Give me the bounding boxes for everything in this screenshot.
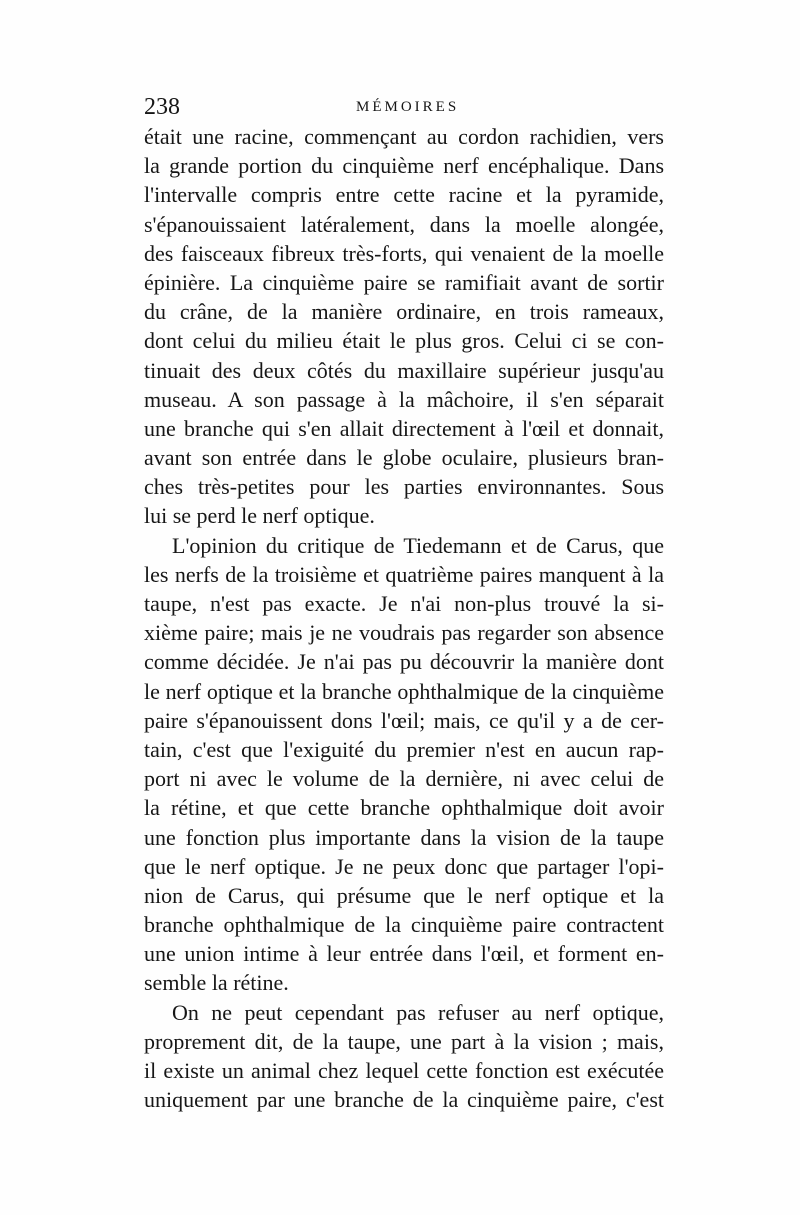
text-line: comme décidée. Je n'ai pas pu découvrir la manière dont (144, 649, 664, 675)
text-line: dont celui du milieu était le plus gros. Celui ci se con- (144, 328, 664, 354)
body-text (144, 122, 664, 1114)
text-line: la rétine, et que cette branche ophthalmique doit avoir (144, 795, 664, 821)
page-number: 238 (144, 94, 180, 120)
text-line: branche ophthalmique de la cinquième paire contractent (144, 912, 664, 938)
text-line: que le nerf optique. Je ne peux donc que partager l'opi- (144, 853, 664, 879)
text-line: une fonction plus importante dans la vision de la taupe (144, 824, 664, 850)
text-line: épinière. La cinquième paire se ramifiait avant de sortir (144, 269, 664, 295)
text-line: museau. A son passage à la mâchoire, il s'en séparait (144, 386, 664, 412)
text-line: nion de Carus, qui présume que le nerf optique et la (144, 882, 664, 908)
paragraph-end-line: semble la rétine. (144, 970, 289, 996)
text-line: était une racine, commençant au cordon rachidien, vers (144, 124, 664, 149)
text-line: xième paire; mais je ne voudrais pas regarder son absence (144, 620, 664, 646)
text-line: avant son entrée dans le globe oculaire, plusieurs bran- (144, 445, 664, 471)
paragraph-start-line: L'opinion du critique de Tiedemann et de Carus, que (172, 532, 664, 558)
running-head (144, 92, 664, 122)
running-title: MÉMOIRES (356, 99, 460, 115)
text-line: tinuait des deux côtés du maxillaire supérieur jusqu'au (144, 357, 664, 383)
text-line: paire s'épanouissent dons l'œil; mais, ce qu'il y a de cer- (144, 707, 664, 733)
text-line: port ni avec le volume de la dernière, ni avec celui de (144, 766, 664, 792)
text-line: des faisceaux fibreux très-forts, qui venaient de la moelle (144, 240, 664, 266)
text-line: l'intervalle compris entre cette racine et la pyramide, (144, 182, 664, 208)
text-line: tain, c'est que l'exiguité du premier n'est en aucun rap- (144, 736, 664, 762)
text-line: ches très-petites pour les parties environnantes. Sous (144, 474, 664, 500)
paragraph-end-line: lui se perd le nerf optique. (144, 503, 375, 529)
text-line: le nerf optique et la branche ophthalmique de la cinquième (144, 678, 664, 704)
text-line: du crâne, de la manière ordinaire, en trois rameaux, (144, 299, 664, 325)
text-line: une union intime à leur entrée dans l'œil, et forment en- (144, 941, 664, 967)
text-line: uniquement par une branche de la cinquième paire, c'est (144, 1087, 664, 1113)
paragraph-start-line: On ne peut cependant pas refuser au nerf optique, (172, 999, 664, 1025)
text-line: la grande portion du cinquième nerf encéphalique. Dans (144, 153, 664, 179)
text-line: proprement dit, de la taupe, une part à la vision ; mais, (144, 1028, 664, 1054)
text-line: il existe un animal chez lequel cette fonction est exécutée (144, 1058, 664, 1083)
text-line: taupe, n'est pas exacte. Je n'ai non-plus trouvé la si- (144, 591, 664, 616)
text-line: une branche qui s'en allait directement à l'œil et donnait, (144, 415, 664, 441)
text-line: les nerfs de la troisième et quatrième paires manquent à la (144, 561, 664, 587)
text-line: s'épanouissaient latéralement, dans la moelle alongée, (144, 211, 664, 237)
